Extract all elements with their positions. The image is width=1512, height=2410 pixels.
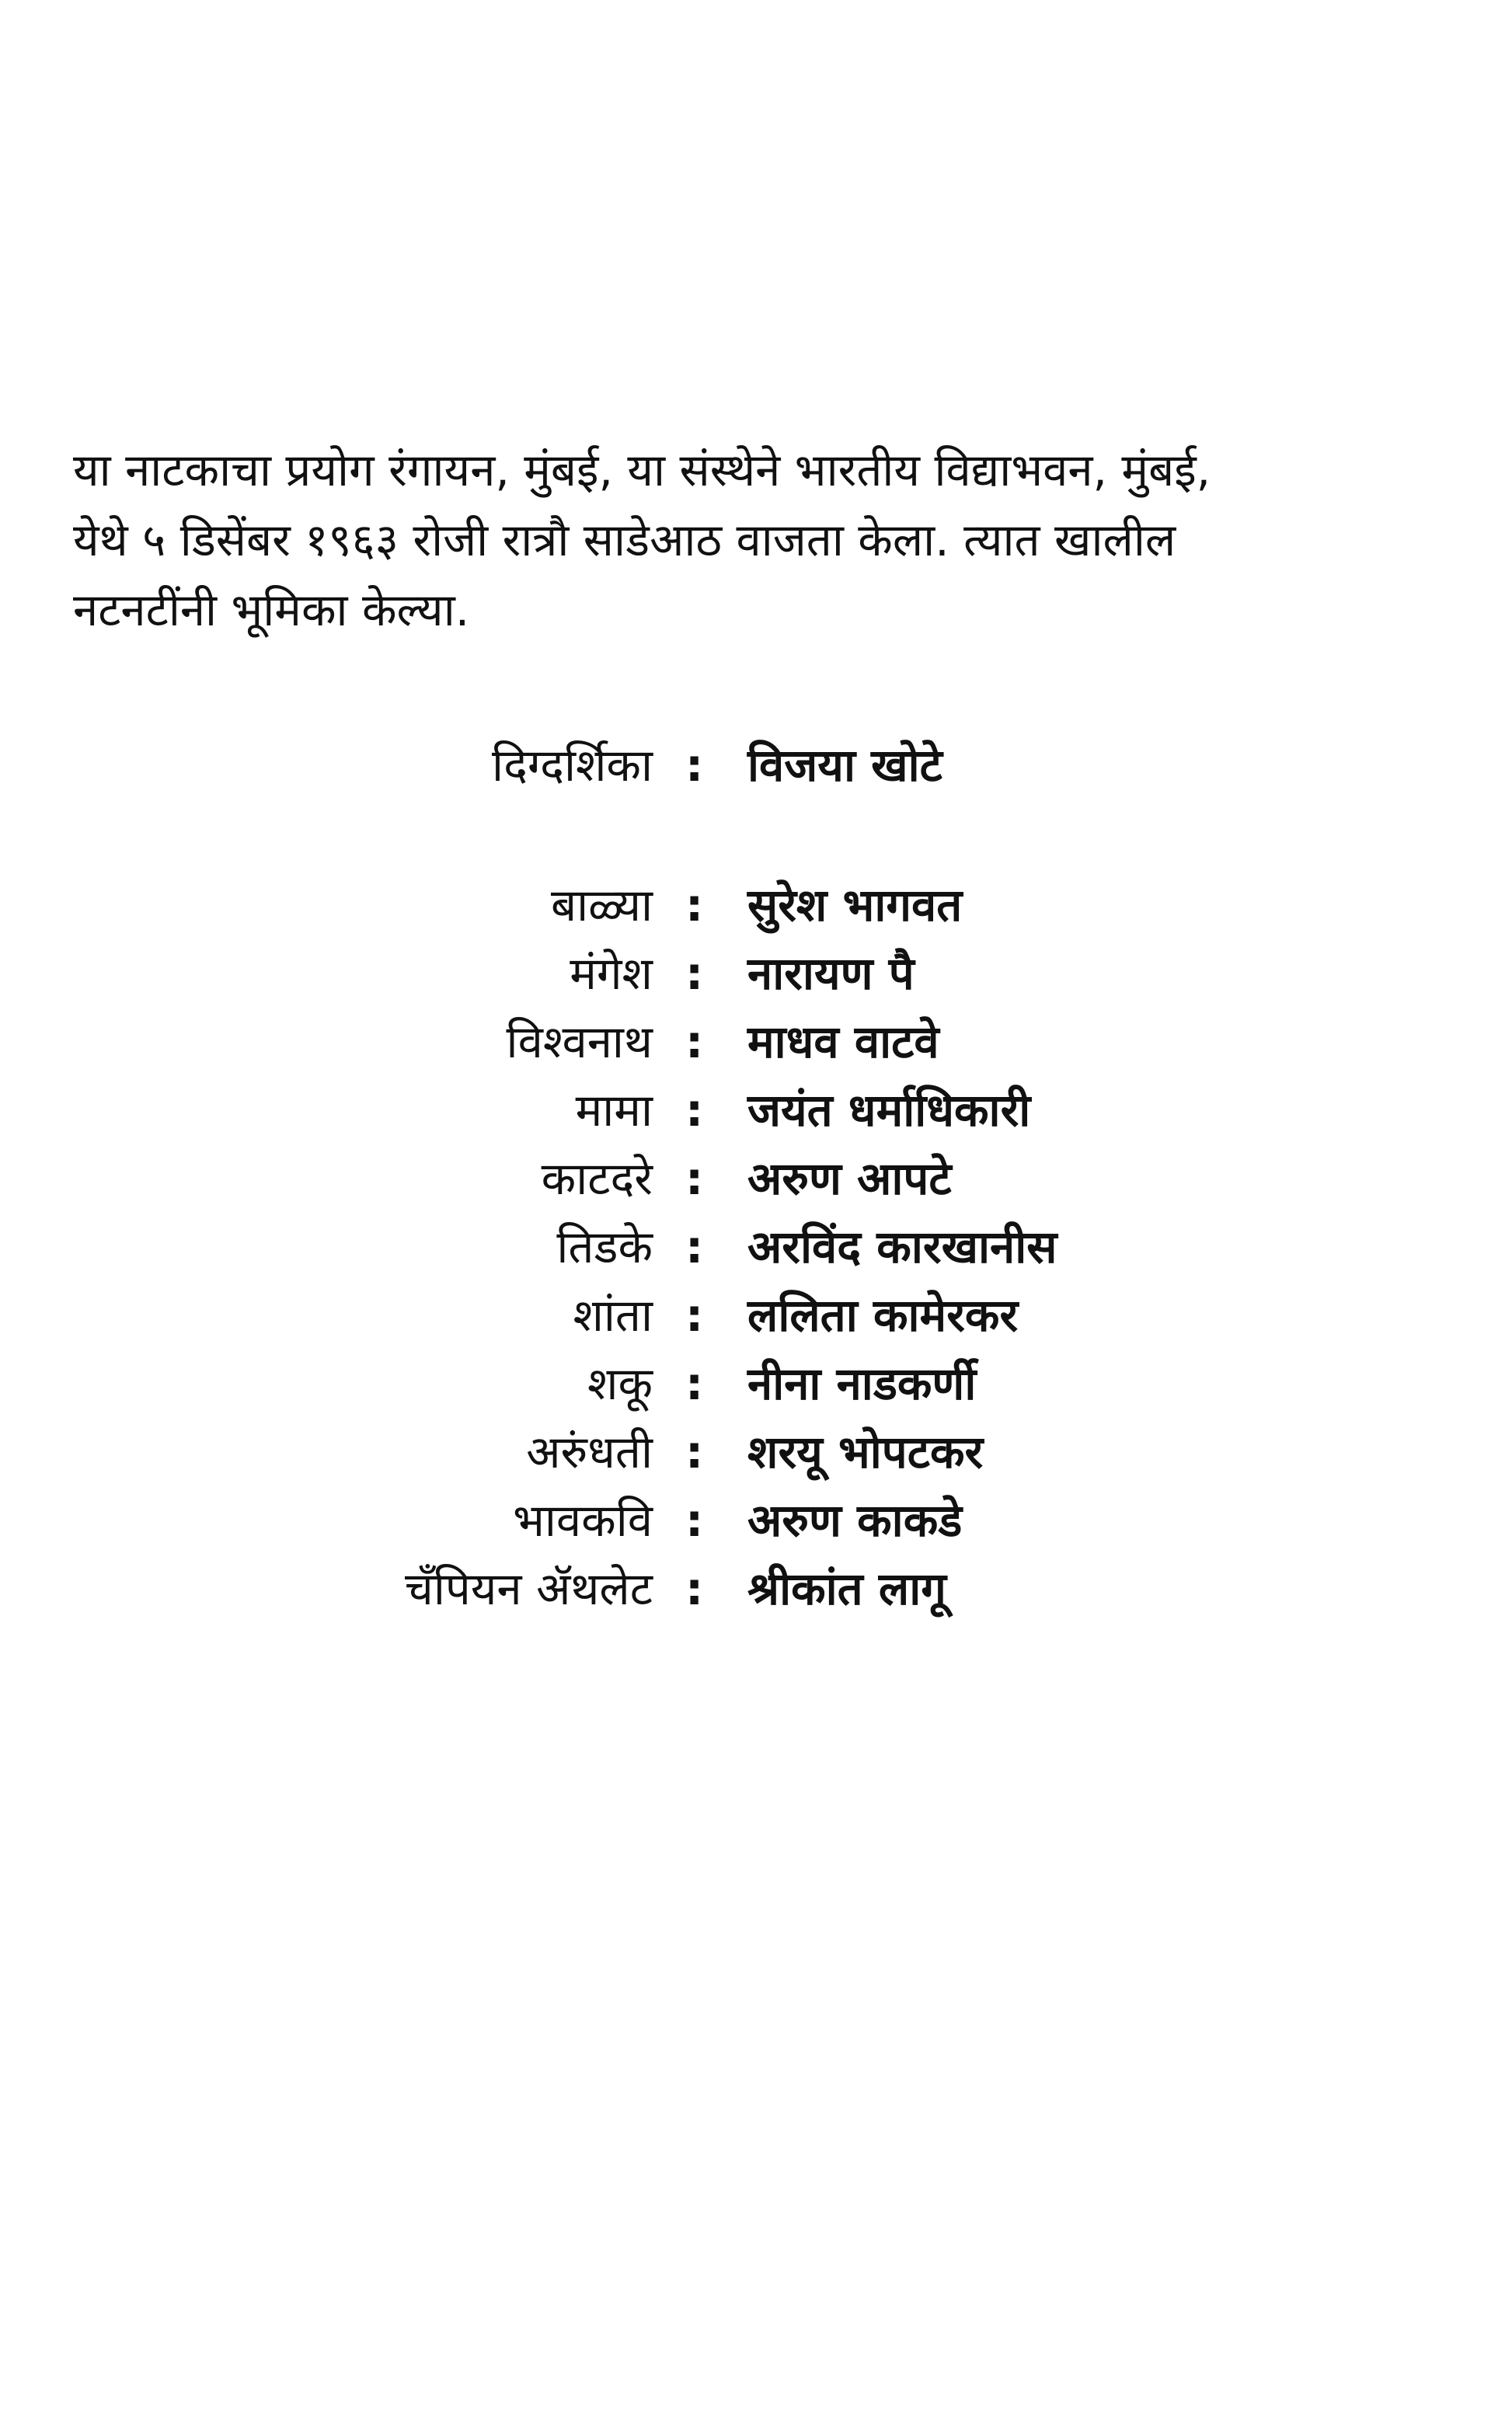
actor-name: जयंत धर्माधिकारी [747, 1084, 1031, 1137]
cast-row [0, 1079, 1512, 1141]
actor-name: माधव वाटवे [747, 1015, 939, 1068]
actor-name: सुरेश भागवत [747, 879, 963, 932]
cast-row [0, 874, 1512, 936]
intro-line: नटनटींनी भूमिका केल्या. [73, 583, 470, 636]
role-name: काटदरे [541, 1152, 653, 1205]
role-name: शांता [573, 1289, 653, 1342]
separator: : [685, 879, 704, 932]
role-name: मामा [575, 1084, 653, 1137]
actor-name: नारायण पै [747, 947, 915, 1000]
actor-name: शरयू भोपटकर [747, 1426, 984, 1478]
cast-row [0, 1558, 1512, 1620]
actor-name: अरुण काकडे [747, 1494, 963, 1547]
role-name: चँपियन ॲथलेट [405, 1562, 653, 1615]
separator: : [685, 1221, 704, 1273]
actor-name: अरुण आपटे [747, 1152, 952, 1205]
separator: : [685, 1289, 704, 1342]
cast-row [0, 1489, 1512, 1552]
role-name: शकू [587, 1357, 653, 1410]
cast-row [0, 1421, 1512, 1483]
separator: : [685, 1494, 704, 1547]
separator: : [685, 739, 704, 792]
separator: : [685, 1015, 704, 1068]
actor-name: श्रीकांत लागू [747, 1562, 946, 1615]
intro-line: या नाटकाचा प्रयोग रंगायन, मुंबई, या संस्थेने भारतीय विद्याभवन, मुंबई, [73, 444, 1211, 496]
separator: : [685, 1357, 704, 1410]
actor-name: विजया खोटे [747, 739, 942, 792]
cast-row [0, 1011, 1512, 1073]
intro-paragraph [73, 435, 1316, 645]
intro-line: येथे ५ डिसेंबर १९६३ रोजी रात्रौ साडेआठ वाजता केला. त्यात खालील [73, 514, 1176, 566]
actor-name: नीना नाडकर्णी [747, 1357, 977, 1410]
actor-name: ललिता कामेरकर [747, 1289, 1019, 1342]
role-name: दिग्दर्शिका [492, 739, 653, 792]
actor-name: अरविंद कारखानीस [747, 1221, 1057, 1273]
separator: : [685, 947, 704, 1000]
separator: : [685, 1084, 704, 1137]
cast-row [0, 1148, 1512, 1210]
cast-row [0, 1353, 1512, 1415]
separator: : [685, 1426, 704, 1478]
role-name: बाळ्या [550, 879, 653, 932]
role-name: अरुंधती [526, 1426, 653, 1478]
role-name: भावकवि [513, 1494, 653, 1547]
role-name: विश्वनाथ [506, 1015, 653, 1068]
credit-row-director [0, 734, 1512, 796]
cast-row [0, 1216, 1512, 1278]
cast-row [0, 942, 1512, 1005]
role-name: तिडके [556, 1221, 653, 1273]
role-name: मंगेश [570, 947, 653, 1000]
separator: : [685, 1562, 704, 1615]
separator: : [685, 1152, 704, 1205]
cast-row [0, 1284, 1512, 1346]
